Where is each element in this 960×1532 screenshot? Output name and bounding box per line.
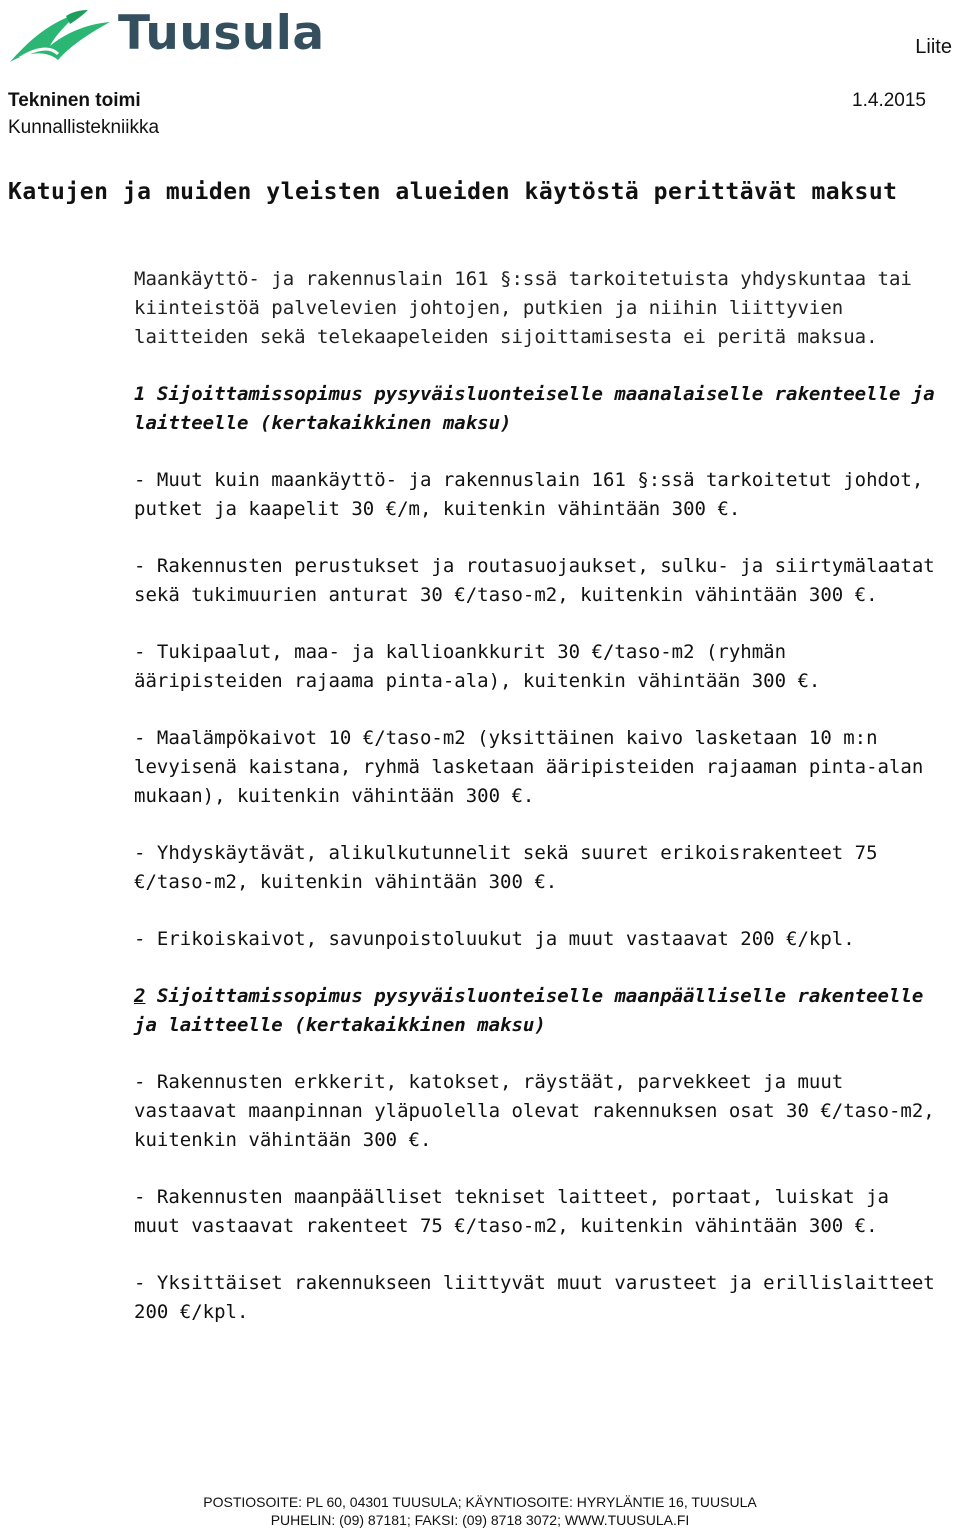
department: Tekninen toimi [8, 90, 141, 111]
section-1-item: - Yhdyskäytävät, alikulkutunnelit sekä suuret erikoisrakenteet 75 €/taso-m2, kuitenkin vähintään 300 €. [134, 842, 878, 893]
section-2-item: - Rakennusten erkkerit, katokset, räystäät, parvekkeet ja muut vastaavat maanpinnan yläpuolella olevat rakennuksen osat 30 €/taso-m2, kuitenkin vähintään 300 €. [134, 1071, 935, 1151]
section-1-item: - Maalämpökaivot 10 €/taso-m2 (yksittäinen kaivo lasketaan 10 m:n levyisenä kaistana, ryhmä lasketaan ääripisteiden rajaaman pinta-alan mukaan), kuitenkin vähintään 300 €. [134, 727, 924, 807]
section-1-item: - Tukipaalut, maa- ja kallioankkurit 30 €/taso-m2 (ryhmän ääripisteiden rajaama pinta-ala), kuitenkin vähintään 300 €. [134, 641, 821, 692]
document-body [134, 265, 942, 1355]
footer-address: POSTIOSOITE: PL 60, 04301 TUUSULA; KÄYNTIOSOITE: HYRYLÄNTIE 16, TUUSULA [203, 1494, 757, 1510]
document-title: Katujen ja muiden yleisten alueiden käytöstä perittävät maksut [8, 179, 898, 205]
attachment-label: Liite [915, 36, 952, 58]
leaf-swoosh-icon [6, 4, 116, 68]
logo-text: Tuusula [118, 6, 325, 61]
document-date: 1.4.2015 [852, 90, 926, 111]
page-footer [0, 1493, 960, 1529]
footer-contact: PUHELIN: (09) 87181; FAKSI: (09) 8718 3072; WWW.TUUSULA.FI [270, 1512, 690, 1528]
section-2-heading-text: Sijoittamissopimus pysyväisluonteiselle maanpäälliselle rakenteelle ja laitteelle (kertakaikkinen maksu) [134, 985, 924, 1036]
section-1-heading: 1 Sijoittamissopimus pysyväisluonteiselle maanalaiselle rakenteelle ja laitteelle (kertakaikkinen maksu) [134, 383, 935, 434]
intro-paragraph: Maankäyttö- ja rakennuslain 161 §:ssä tarkoitetuista yhdyskuntaa tai kiinteistöä palvelevien johtojen, putkien ja niihin liittyvien laitteiden sekä telekaapeleiden sijoittamisesta ei peritä maksua. [134, 268, 912, 348]
section-1-item: - Rakennusten perustukset ja routasuojaukset, sulku- ja siirtymälaatat sekä tukimuurien anturat 30 €/taso-m2, kuitenkin vähintään 300 €. [134, 555, 935, 606]
section-1-item: - Muut kuin maankäyttö- ja rakennuslain 161 §:ssä tarkoitetut johdot, putket ja kaapelit 30 €/m, kuitenkin vähintään 300 €. [134, 469, 924, 520]
section-2-heading [134, 982, 942, 1040]
section-2-item: - Rakennusten maanpäälliset tekniset laitteet, portaat, luiskat ja muut vastaavat rakenteet 75 €/taso-m2, kuitenkin vähintään 300 €. [134, 1186, 889, 1237]
section-2-number: 2 [134, 985, 146, 1007]
section-2-item: - Yksittäiset rakennukseen liittyvät muut varusteet ja erillislaitteet 200 €/kpl. [134, 1272, 935, 1323]
tuusula-logo [6, 4, 325, 68]
section-1-item: - Erikoiskaivot, savunpoistoluukut ja muut vastaavat 200 €/kpl. [134, 928, 855, 950]
subdepartment: Kunnallistekniikka [8, 117, 160, 138]
